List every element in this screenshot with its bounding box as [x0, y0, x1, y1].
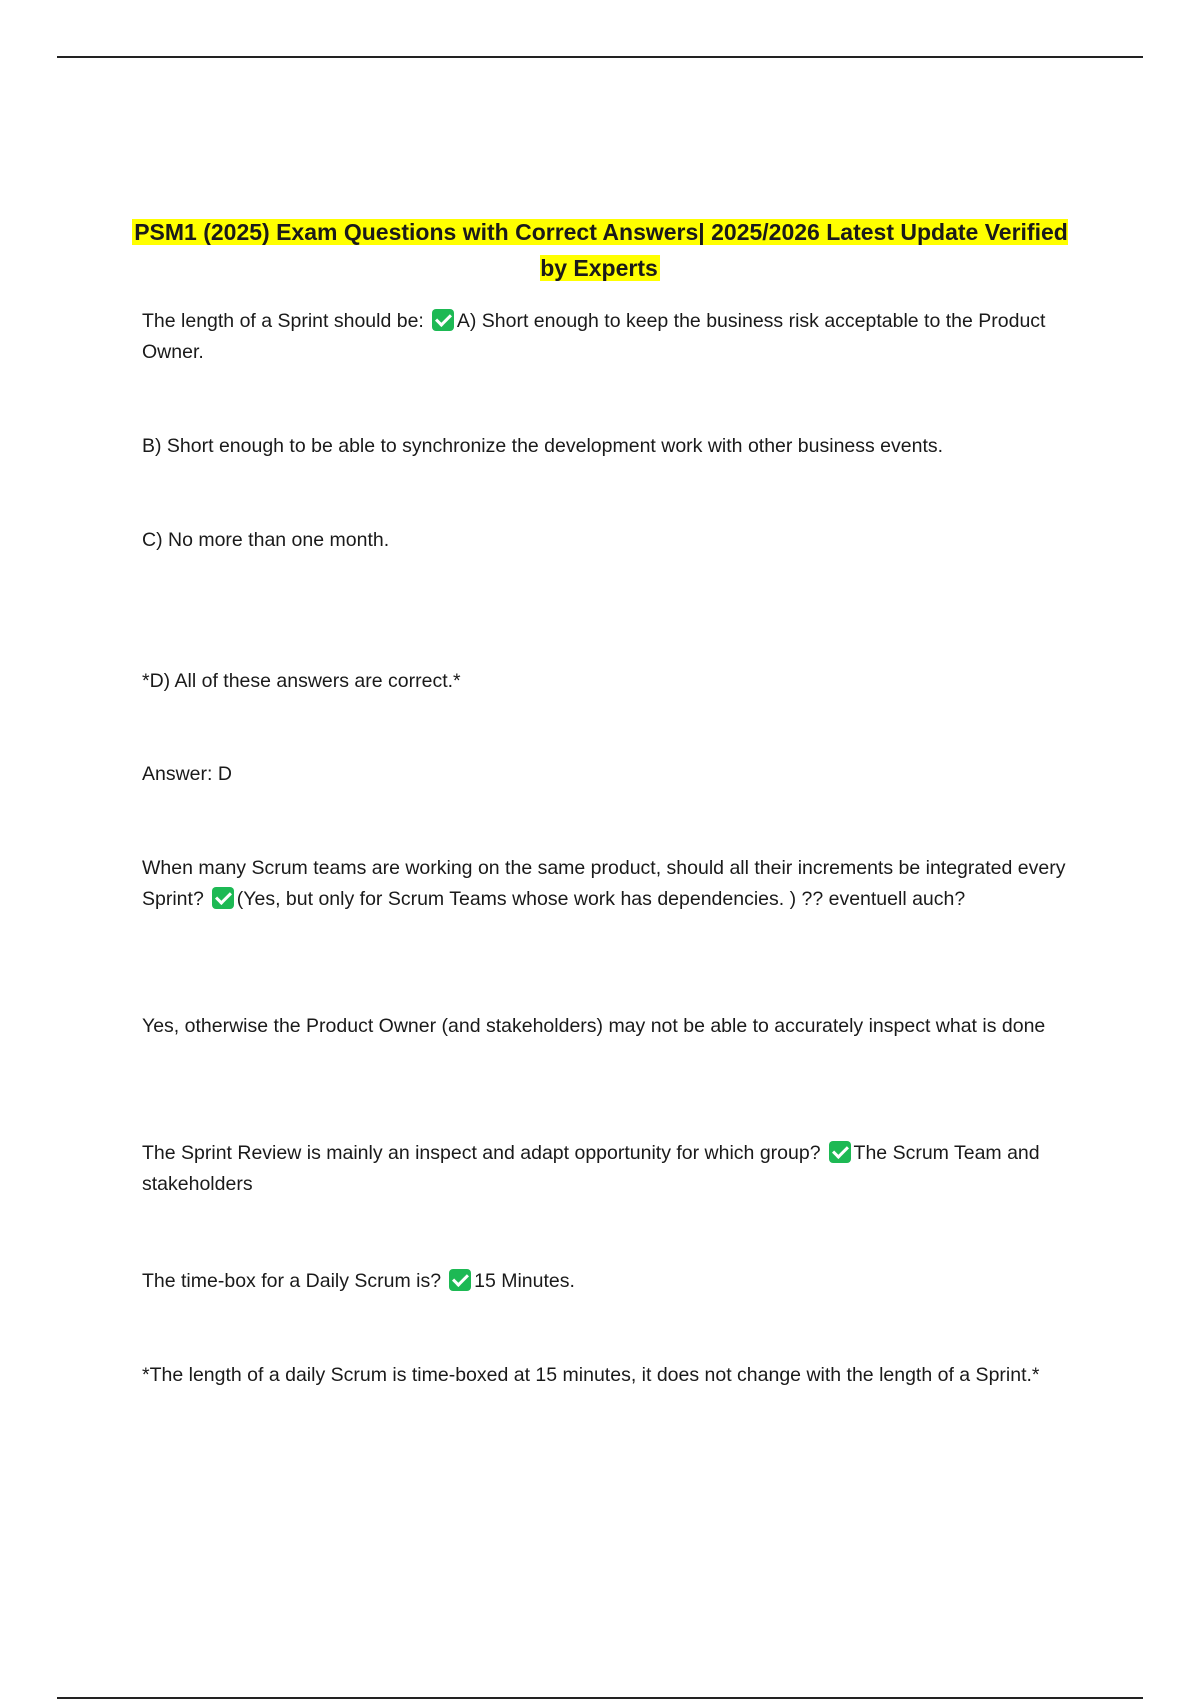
question-text: The Sprint Review is mainly an inspect and adapt opportunity for which group? [142, 1142, 821, 1164]
answer-line [142, 759, 1072, 790]
option-text: B) Short enough to be able to synchronize the development work with other business events. [142, 435, 944, 457]
answer-text: (Yes, but only for Scrum Teams whose work has dependencies. ) ?? eventuell auch? [236, 888, 966, 910]
check-mark-icon [432, 309, 454, 331]
explanation-text: Yes, otherwise the Product Owner (and stakeholders) may not be able to accurately inspect what is done [142, 1015, 1046, 1037]
option-b [142, 431, 1072, 462]
question-4 [142, 1266, 1072, 1297]
explanation-4 [142, 1360, 1072, 1391]
answer-text: The Scrum Team and stakeholders [142, 1142, 1040, 1195]
bottom-rule [57, 1697, 1143, 1699]
check-mark-icon [449, 1269, 471, 1291]
answer-text: A) Short enough to keep the business risk acceptable to the Product Owner. [142, 310, 1046, 363]
explanation-2 [142, 1011, 1072, 1042]
question-text: The time-box for a Daily Scrum is? [142, 1270, 442, 1292]
title-highlight: PSM1 (2025) Exam Questions with Correct Answers| 2025/2026 Latest Update Verified by Experts [134, 219, 1068, 281]
question-text: The length of a Sprint should be: [142, 310, 424, 332]
check-mark-icon [829, 1141, 851, 1163]
document-title [130, 214, 1070, 286]
option-text: C) No more than one month. [142, 529, 390, 551]
option-c [142, 525, 1072, 556]
option-d [142, 666, 1072, 697]
top-rule [57, 56, 1143, 58]
question-1 [142, 306, 1072, 368]
option-text: *D) All of these answers are correct.* [142, 670, 461, 692]
question-text: When many Scrum teams are working on the same product, should all their increments be integrated every Sprint? [142, 857, 1066, 910]
check-mark-icon [212, 887, 234, 909]
answer-label: Answer: D [142, 763, 232, 785]
explanation-text: *The length of a daily Scrum is time-boxed at 15 minutes, it does not change with the length of a Sprint.* [142, 1364, 1040, 1386]
answer-text: 15 Minutes. [474, 1270, 575, 1292]
question-3 [142, 1138, 1072, 1200]
question-2 [142, 853, 1072, 915]
